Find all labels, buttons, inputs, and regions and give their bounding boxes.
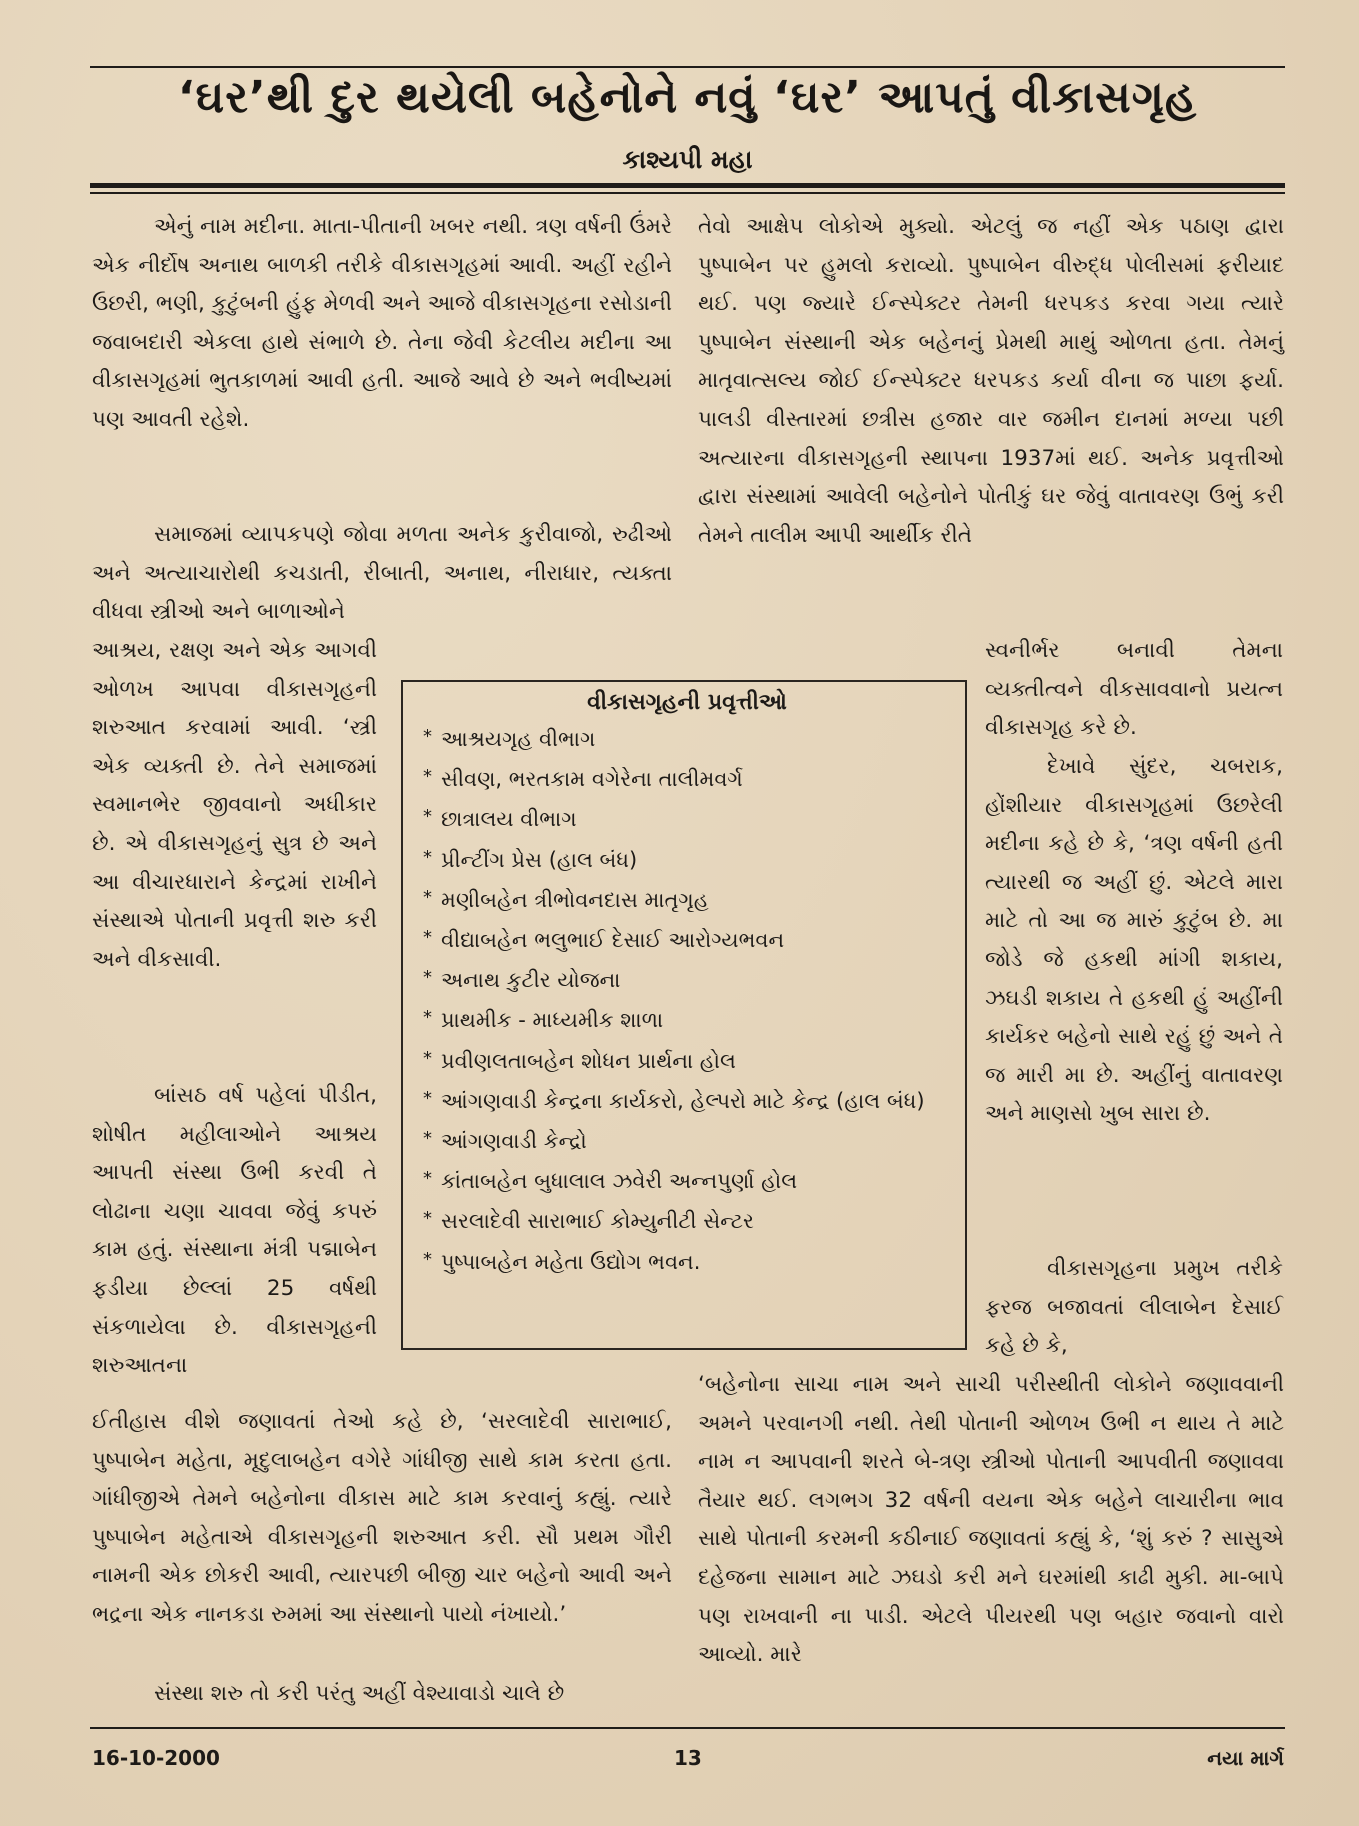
article-byline: કાશ્યપી મહા <box>622 145 753 174</box>
paragraph: સમાજમાં વ્યાપકપણે જોવા મળતા અનેક કુરીવાજો, રુઢીઓ અને અત્યાચારોથી કચડાતી, રીબાતી, અનાથ, નીરાધાર, ત્યક્તા વીધવા સ્ત્રીઓ અને બાળાઓને <box>92 522 672 625</box>
list-item: * વીદ્યાબહેન ભલુભાઈ દેસાઈ આરોગ્યભવન <box>423 920 951 960</box>
paragraph: એનું નામ મદીના. માતા-પીતાની ખબર નથી. ત્રણ વર્ષની ઉંમરે એક નીર્દોષ અનાથ બાળકી તરીકે વીકાસગૃહમાં આવી. અહીં રહીને ઉછરી, ભણી, કુટુંબની હુંફ મેળવી અને આજે વીકાસગૃહના રસોડાની જવાબદારી એકલા હાથે સંભાળે છે. તેના જેવી કેટલીય મદીના આ વીકાસગૃહમાં ભુતકાળમાં આવી હતી. આજે આવે છે અને ભવીષ્યમાં પણ આવતી રહેશે. <box>92 214 672 432</box>
footer-page-number: 13 <box>674 1746 702 1770</box>
footer-publication: નયા માર્ગ <box>1207 1746 1284 1770</box>
paragraph: સંસ્થા શરુ તો કરી પરંતુ અહીં વેશ્યાવાડો ચાલે છે <box>154 1681 565 1706</box>
header-rule-thick <box>90 183 1285 188</box>
list-item: * આંગણવાડી કેન્દ્રના કાર્યકરો, હેલ્પરો માટે કેન્દ્ર (હાલ બંધ) <box>423 1081 951 1121</box>
paragraph: તેવો આક્ષેપ લોકોએ મુક્યો. એટલું જ નહીં એક પઠાણ દ્વારા પુષ્પાબેન પર હુમલો કરાવ્યો. પુષ્પાબેન વીરુદ્ધ પોલીસમાં ફરીયાદ થઈ. પણ જ્યારે ઈન્સ્પેક્ટર તેમની ધરપકડ કરવા ગયા ત્યારે પુષ્પાબેન સંસ્થાની એક બહેનનું પ્રેમથી માથું ઓળતા હતા. તેમનું માતૃવાત્સલ્ય જોઈ ઈન્સ્પેક્ટર ધરપકડ કર્યા વીના જ પાછા ફર્યા. પાલડી વીસ્તારમાં છત્રીસ હજાર વાર જમીન દાનમાં મળ્યા પછી અત્યારના વીકાસગૃહની સ્થાપના 1937માં થઈ. અનેક પ્રવૃત્તીઓ દ્વારા સંસ્થામાં આવેલી બહેનોને પોતીકું ઘર જેવું વાતાવરણ ઉભું કરી તેમને તાલીમ આપી આર્થીક રીતે <box>698 214 1284 548</box>
paragraph: આશ્રય, રક્ષણ અને એક આગવી ઓળખ આપવા વીકાસગૃહની શરુઆત કરવામાં આવી. ‘સ્ત્રી એક વ્યક્તી છે. તેને સમાજમાં સ્વમાનભેર જીવવાનો અધીકાર છે. એ વીકાસગૃહનું સુત્ર છે અને આ વીચારધારાને કેન્દ્રમાં રાખીને સંસ્થાએ પોતાની પ્રવૃત્તી શરુ કરી અને વીકસાવી. <box>92 638 377 972</box>
top-rule-thin <box>90 66 1285 68</box>
paragraph: સ્વનીર્ભર બનાવી તેમના વ્યક્તીત્વને વીકસાવવાનો પ્રયત્ન વીકાસગૃહ કરે છે. <box>985 638 1283 741</box>
list-item: * કાંતાબહેન બુધાલાલ ઝવેરી અન્નપુર્ણા હોલ <box>423 1161 951 1201</box>
list-item: * અનાથ કુટીર યોજના <box>423 960 951 1000</box>
paragraph: દેખાવે સુંદર, ચબરાક, હોંશીયાર વીકાસગૃહમાં ઉછરેલી મદીના કહે છે કે, ‘ત્રણ વર્ષની હતી ત્યારથી જ અહીં છું. એટલે મારા માટે તો આ જ મારું કુટુંબ છે. મા જોડે જે હકથી માંગી શકાય, ઝઘડી શકાય તે હકથી હું અહીંની કાર્યકર બહેનો સાથે રહું છું અને તે જ મારી મા છે. અહીંનું વાતાવરણ અને માણસો ખુબ સારા છે. <box>985 754 1283 1127</box>
article-headline: ‘ઘર’થી દુર થયેલી બહેનોને નવું ‘ઘર’ આપતું વીકાસગૃહ <box>177 72 1198 123</box>
activities-box-title: વીકાસગૃહની પ્રવૃત્તીઓ <box>587 690 787 715</box>
list-item: * છાત્રાલય વીભાગ <box>423 799 951 839</box>
footer-rule <box>90 1727 1285 1729</box>
list-item: * સીવણ, ભરતકામ વગેરેના તાલીમવર્ગ <box>423 759 951 799</box>
paragraph: બાંસઠ વર્ષ પહેલાં પીડીત, શોષીત મહીલાઓને આશ્રય આપતી સંસ્થા ઉભી કરવી તે લોઢાના ચણા ચાવવા જેવું કપરું કામ હતું. સંસ્થાના મંત્રી પદ્માબેન ફડીયા છેલ્લાં 25 વર્ષથી સંકળાયેલા છે. વીકાસગૃહની શરુઆતના <box>92 1083 377 1379</box>
list-item: * સરલાદેવી સારાભાઈ કોમ્યુનીટી સેન્ટર <box>423 1201 951 1241</box>
list-item: * આંગણવાડી કેન્દ્રો <box>423 1121 951 1161</box>
paragraph: ‘બહેનોના સાચા નામ અને સાચી પરીસ્થીતી લોકોને જણાવવાની અમને પરવાનગી નથી. તેથી પોતાની ઓળખ ઉભી ન થાય તે માટે નામ ન આપવાની શરતે બે-ત્રણ સ્ત્રીઓ પોતાની આપવીતી જણાવવા તૈયાર થઈ. લગભગ 32 વર્ષની વયના એક બહેને લાચારીના ભાવ સાથે પોતાની કરમની કઠીનાઈ જણાવતાં કહ્યું કે, ‘શું કરું ? સાસુએ દહેજના સામાન માટે ઝઘડો કરી મને ઘરમાંથી કાઢી મુકી. મા-બાપે પણ રાખવાની ના પાડી. એટલે પીયરથી પણ બહાર જવાનો વારો આવ્યો. મારે <box>698 1372 1284 1668</box>
list-item: * મણીબહેન ત્રીભોવનદાસ માતૃગૃહ <box>423 880 951 920</box>
list-item: * આશ્રયગૃહ વીભાગ <box>423 719 951 759</box>
list-item: * પુષ્પાબહેન મહેતા ઉદ્યોગ ભવન. <box>423 1242 951 1282</box>
list-item: * પ્રાથમીક - માધ્યમીક શાળા <box>423 1000 951 1040</box>
list-item: * પ્રીન્ટીંગ પ્રેસ (હાલ બંધ) <box>423 840 951 880</box>
activities-box <box>401 680 967 1350</box>
list-item: * પ્રવીણલતાબહેન શોધન પ્રાર્થના હોલ <box>423 1041 951 1081</box>
paragraph: ઈતીહાસ વીશે જણાવતાં તેઓ કહે છે, ‘સરલાદેવી સારાભાઈ, પુષ્પાબેન મહેતા, મૃદુલાબહેન વગેરે ગાંધીજી સાથે કામ કરતા હતા. ગાંધીજીએ તેમને બહેનોના વીકાસ માટે કામ કરવાનું કહ્યું. ત્યારે પુષ્પાબેન મહેતાએ વીકાસગૃહની શરુઆત કરી. સૌ પ્રથમ ગૌરી નામની એક છોકરી આવી, ત્યારપછી બીજી ચાર બહેનો આવી અને ભદ્રના એક નાનકડા રુમમાં આ સંસ્થાનો પાયો નંખાયો.’ <box>92 1409 672 1627</box>
activities-list <box>423 719 951 1282</box>
paragraph: વીકાસગૃહના પ્રમુખ તરીકે ફરજ બજાવતાં લીલાબેન દેસાઈ કહે છે કે, <box>985 1256 1283 1359</box>
footer-date: 16-10-2000 <box>92 1746 220 1770</box>
header-rule-thin <box>90 192 1285 194</box>
